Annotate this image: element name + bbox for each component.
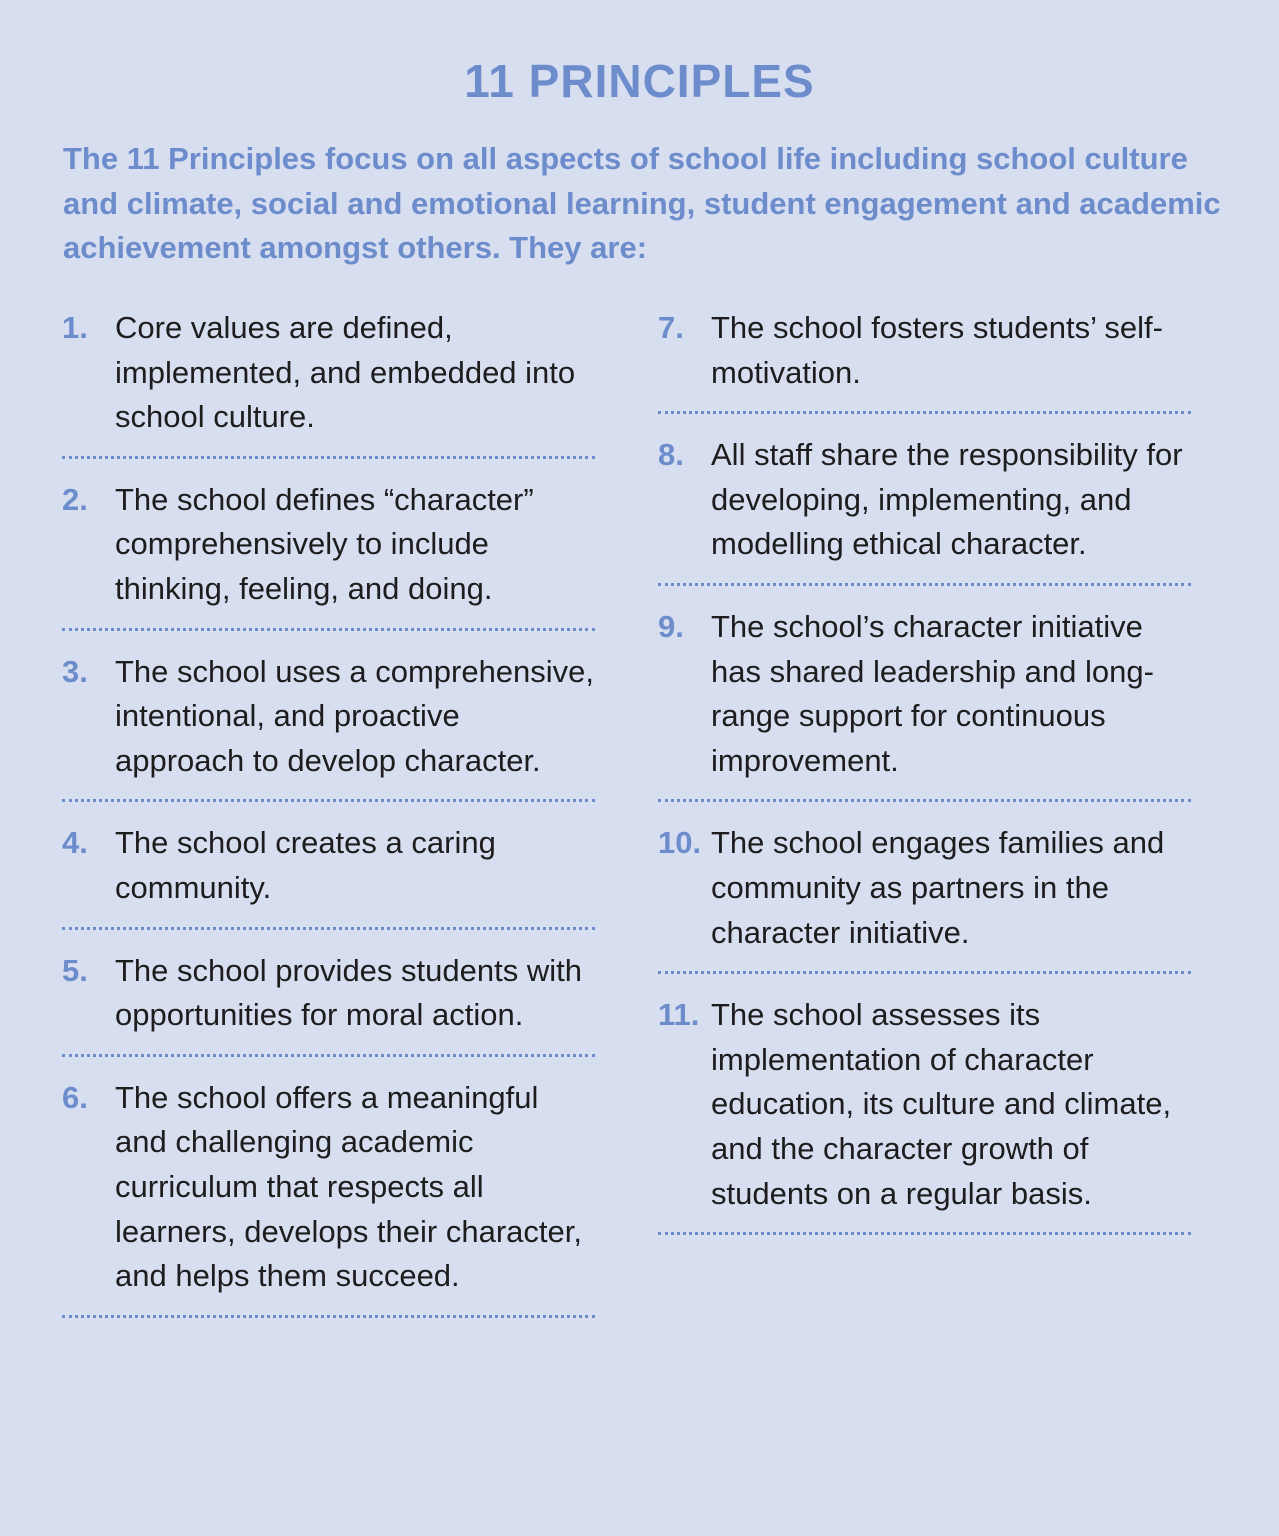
principle-number: 2. — [62, 481, 88, 517]
principle-item-1 — [62, 306, 595, 440]
principle-number: 9. — [658, 608, 684, 644]
principle-number: 3. — [62, 653, 88, 689]
dotted-divider — [62, 927, 595, 930]
principle-number: 8. — [658, 437, 684, 473]
right-column — [658, 306, 1191, 1254]
principle-text: The school’s character initiative has shared leadership and long-range support for continuous improvement. — [711, 608, 1154, 778]
dotted-divider — [62, 799, 595, 802]
principle-number: 10. — [658, 825, 702, 861]
dotted-divider — [658, 971, 1191, 974]
principle-number: 4. — [62, 825, 88, 861]
principle-item-8 — [658, 433, 1191, 567]
dotted-divider — [658, 411, 1191, 414]
principle-item-11 — [658, 993, 1191, 1216]
principle-item-9 — [658, 605, 1191, 783]
principle-text: The school defines “character” comprehensively to include thinking, feeling, and doing. — [115, 481, 534, 606]
left-column — [62, 306, 595, 1337]
principle-number: 6. — [62, 1079, 88, 1115]
dotted-divider — [62, 456, 595, 459]
dotted-divider — [62, 1054, 595, 1057]
principle-item-6 — [62, 1076, 595, 1299]
principle-text: The school uses a comprehensive, intentional, and proactive approach to develop character. — [115, 653, 595, 778]
principle-text: The school offers a meaningful and challenging academic curriculum that respects all learners, develops their character, and helps them succeed. — [115, 1079, 582, 1294]
principle-item-7 — [658, 306, 1191, 395]
principle-text: The school assesses its implementation of character education, its culture and climate, and the character growth of students on a regular basis. — [711, 997, 1172, 1211]
principle-item-10 — [658, 821, 1191, 955]
dotted-divider — [62, 1315, 595, 1318]
principle-text: All staff share the responsibility for developing, implementing, and modelling ethical character. — [711, 437, 1183, 562]
principle-text: The school fosters students’ self-motivation. — [711, 310, 1163, 390]
principle-item-5 — [62, 949, 595, 1038]
dotted-divider — [62, 628, 595, 631]
dotted-divider — [658, 1232, 1191, 1235]
dotted-divider — [658, 799, 1191, 802]
principle-item-3 — [62, 650, 595, 784]
principle-text: The school creates a caring community. — [115, 825, 496, 905]
principle-number: 11. — [658, 997, 700, 1033]
intro-paragraph: The 11 Principles focus on all aspects of school life including school culture and climate, social and emotional learning, student engagement and academic achievement amongst others. They are: — [63, 141, 1221, 265]
principle-number: 7. — [658, 310, 684, 345]
principle-text: The school provides students with opportunities for moral action. — [115, 952, 582, 1033]
principle-number: 1. — [62, 310, 88, 345]
dotted-divider — [658, 583, 1191, 586]
principle-item-2 — [62, 478, 595, 612]
page-title: 11 PRINCIPLES — [464, 55, 815, 107]
principle-item-4 — [62, 821, 595, 910]
principle-number: 5. — [62, 952, 88, 988]
principle-text: Core values are defined, implemented, and embedded into school culture. — [115, 310, 576, 435]
principle-text: The school engages families and community as partners in the character initiative. — [711, 825, 1165, 950]
